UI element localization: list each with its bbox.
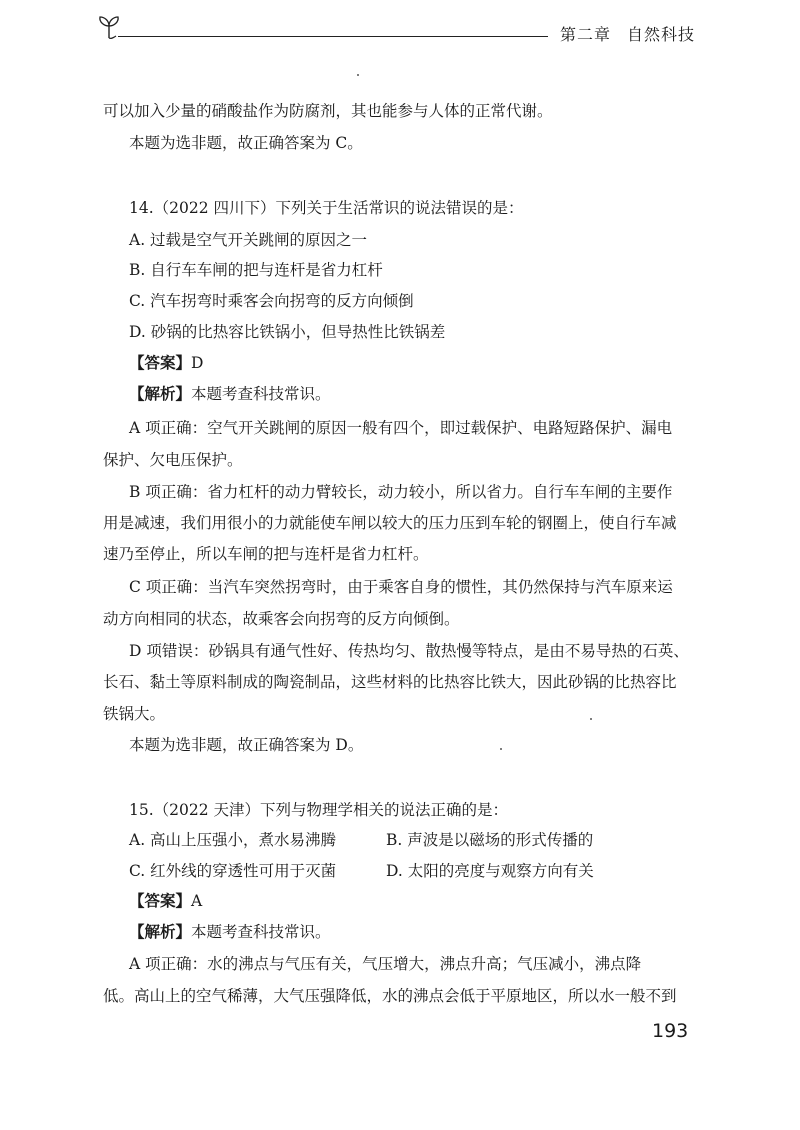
analysis-tag: 【解析】 — [129, 385, 192, 403]
text-line: 用是减速，我们用很小的力就能使车闸以较大的压力压到车轮的钢圈上，使自行车减 — [103, 514, 677, 532]
answer-tag: 【答案】 — [129, 354, 192, 372]
analysis-tag: 【解析】 — [129, 923, 192, 941]
text-line: B 项正确：省力杠杆的动力臂较长，动力较小，所以省力。自行车车闸的主要作 — [129, 483, 673, 501]
running-header — [0, 0, 800, 60]
text-line: 保护、欠电压保护。 — [103, 451, 243, 469]
text-line: 铁锅大。 — [103, 705, 166, 723]
analysis-text: 本题考查科技常识。 — [191, 923, 331, 941]
chapter-title: 自然科技 — [627, 25, 696, 44]
question-15-option-b: B. 声波是以磁场的形式传播的 — [386, 831, 594, 849]
header-rule — [118, 36, 548, 37]
question-14-option-a: A. 过载是空气开关跳闸的原因之一 — [129, 231, 368, 249]
text-line: A 项正确：水的沸点与气压有关，气压增大，沸点升高；气压减小，沸点降 — [129, 955, 642, 973]
answer-value: D — [191, 354, 204, 372]
question-14-option-b: B. 自行车车闸的把与连杆是省力杠杆 — [129, 261, 383, 279]
question-15-analysis — [129, 921, 331, 943]
chapter-number: 第二章 — [560, 25, 612, 44]
text-line: 长石、黏土等原料制成的陶瓷制品，这些材料的比热容比铁大，因此砂锅的比热容比 — [103, 673, 677, 691]
text-line: 本题为选非题，故正确答案为 C。 — [129, 134, 363, 152]
text-line: 可以加入少量的硝酸盐作为防腐剂，其也能参与人体的正常代谢。 — [103, 102, 553, 120]
question-15-option-a: A. 高山上压强小，煮水易沸腾 — [129, 831, 337, 849]
question-14-analysis — [129, 383, 331, 405]
text-line: 低。高山上的空气稀薄，大气压强降低，水的沸点会低于平原地区，所以水一般不到 — [103, 987, 677, 1005]
text-line: A 项正确：空气开关跳闸的原因一般有四个，即过载保护、电路短路保护、漏电 — [129, 419, 673, 437]
question-14-option-c: C. 汽车拐弯时乘客会向拐弯的反方向倾倒 — [129, 292, 414, 310]
analysis-text: 本题考查科技常识。 — [191, 385, 331, 403]
text-line: 速乃至停止，所以车闸的把与连杆是省力杠杆。 — [103, 545, 429, 563]
answer-value: A — [191, 892, 203, 910]
question-14-answer — [129, 352, 203, 374]
chapter-heading — [560, 22, 695, 45]
question-15-option-d: D. 太阳的亮度与观察方向有关 — [386, 862, 594, 880]
scan-speck — [590, 718, 592, 720]
text-line: 本题为选非题，故正确答案为 D。 — [129, 736, 364, 754]
scan-speck — [500, 748, 502, 750]
question-15-option-c: C. 红外线的穿透性可用于灭菌 — [129, 862, 337, 880]
text-line: C 项正确：当汽车突然拐弯时，由于乘客自身的惯性，其仍然保持与汽车原来运 — [129, 578, 673, 596]
answer-tag: 【答案】 — [129, 892, 192, 910]
question-14-stem: 14.（2022 四川下）下列关于生活常识的说法错误的是： — [129, 199, 524, 217]
page-number: 193 — [652, 1020, 689, 1042]
question-15-answer — [129, 890, 202, 912]
scan-speck — [357, 74, 359, 76]
question-14-option-d: D. 砂锅的比热容比铁锅小，但导热性比铁锅差 — [129, 323, 446, 341]
text-line: 动方向相同的状态，故乘客会向拐弯的反方向倾倒。 — [103, 610, 460, 628]
text-line: D 项错误：砂锅具有通气性好、传热均匀、散热慢等特点，是由不易导热的石英、 — [129, 642, 689, 660]
question-15-stem: 15.（2022 天津）下列与物理学相关的说法正确的是： — [129, 801, 509, 819]
